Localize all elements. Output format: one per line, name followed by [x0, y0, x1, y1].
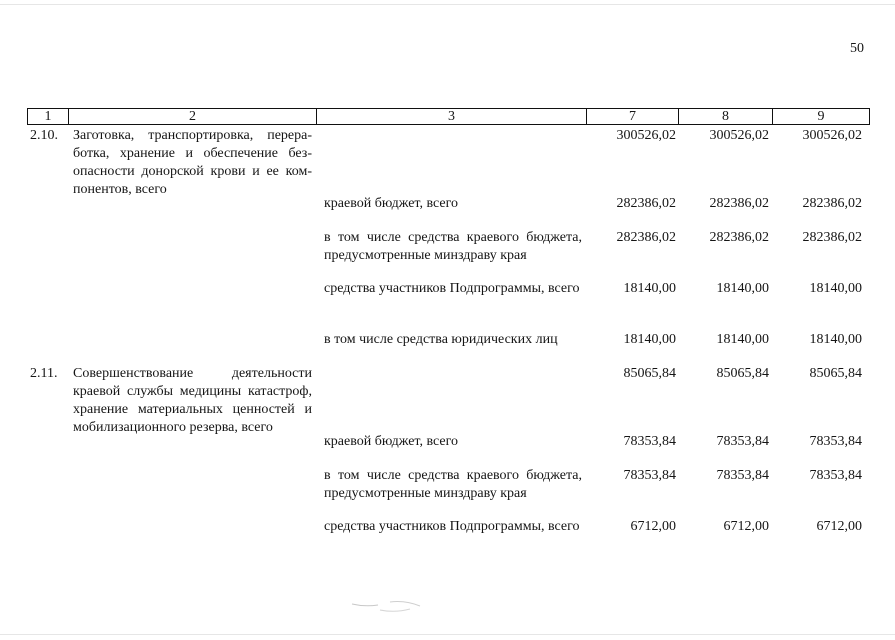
column-header-3: 3	[317, 108, 587, 125]
column-header-1: 1	[27, 108, 69, 125]
scan-smudge	[350, 598, 430, 616]
row-value-col9: 78353,84	[809, 434, 862, 449]
row-value-col7: 6712,00	[630, 519, 676, 534]
section-total-col7: 300526,02	[616, 128, 676, 143]
row-value-col9: 78353,84	[809, 468, 862, 483]
row-value-col9: 282386,02	[802, 196, 862, 211]
section-total-col7: 85065,84	[623, 366, 676, 381]
row-description: в том числе средства краевого бюджета, предусмотренные минздраву края	[324, 230, 582, 263]
scan-edge-bottom	[0, 634, 895, 635]
column-header-9: 9	[773, 108, 870, 125]
column-header-7: 7	[587, 108, 679, 125]
section-title: Совершенствование деятельности краевой службы медицины катастроф, хранение материальных ценностей и мобилизационного резерва, всего	[73, 366, 312, 435]
section-total-col8: 85065,84	[716, 366, 769, 381]
row-description: в том числе средства краевого бюджета, предусмотренные минздраву края	[324, 468, 582, 501]
row-value-col7: 78353,84	[623, 434, 676, 449]
row-description: средства участников Подпрограммы, всего	[324, 281, 580, 296]
row-value-col8: 18140,00	[716, 281, 769, 296]
row-value-col7: 18140,00	[623, 281, 676, 296]
row-value-col8: 78353,84	[716, 468, 769, 483]
row-value-col9: 6712,00	[816, 519, 862, 534]
row-value-col8: 18140,00	[716, 332, 769, 347]
section-total-col9: 300526,02	[802, 128, 862, 143]
row-value-col9: 282386,02	[802, 230, 862, 245]
row-value-col8: 282386,02	[709, 230, 769, 245]
row-description: краевой бюджет, всего	[324, 196, 459, 211]
scan-edge-top	[0, 4, 895, 5]
row-value-col7: 78353,84	[623, 468, 676, 483]
row-description: в том числе средства юридических лиц	[324, 332, 558, 347]
row-value-col9: 18140,00	[809, 281, 862, 296]
row-description: средства участников Подпрограммы, всего	[324, 519, 580, 534]
row-description: краевой бюджет, всего	[324, 434, 459, 449]
row-value-col8: 282386,02	[709, 196, 769, 211]
table-header-row	[27, 108, 870, 125]
section-total-col8: 300526,02	[709, 128, 769, 143]
column-header-2: 2	[69, 108, 317, 125]
row-value-col7: 282386,02	[616, 230, 676, 245]
row-value-col8: 78353,84	[716, 434, 769, 449]
row-value-col8: 6712,00	[723, 519, 769, 534]
section-total-col9: 85065,84	[809, 366, 862, 381]
section-number: 2.11.	[30, 366, 58, 381]
row-value-col9: 18140,00	[809, 332, 862, 347]
column-header-8: 8	[679, 108, 773, 125]
row-value-col7: 282386,02	[616, 196, 676, 211]
section-title: Заготовка, транспортировка, перера-ботка, хранение и обеспечение без-опасности донорской крови и ее ком-понентов, всего	[73, 128, 312, 197]
section-number: 2.10.	[30, 128, 58, 143]
page-number: 50	[850, 41, 864, 56]
row-value-col7: 18140,00	[623, 332, 676, 347]
